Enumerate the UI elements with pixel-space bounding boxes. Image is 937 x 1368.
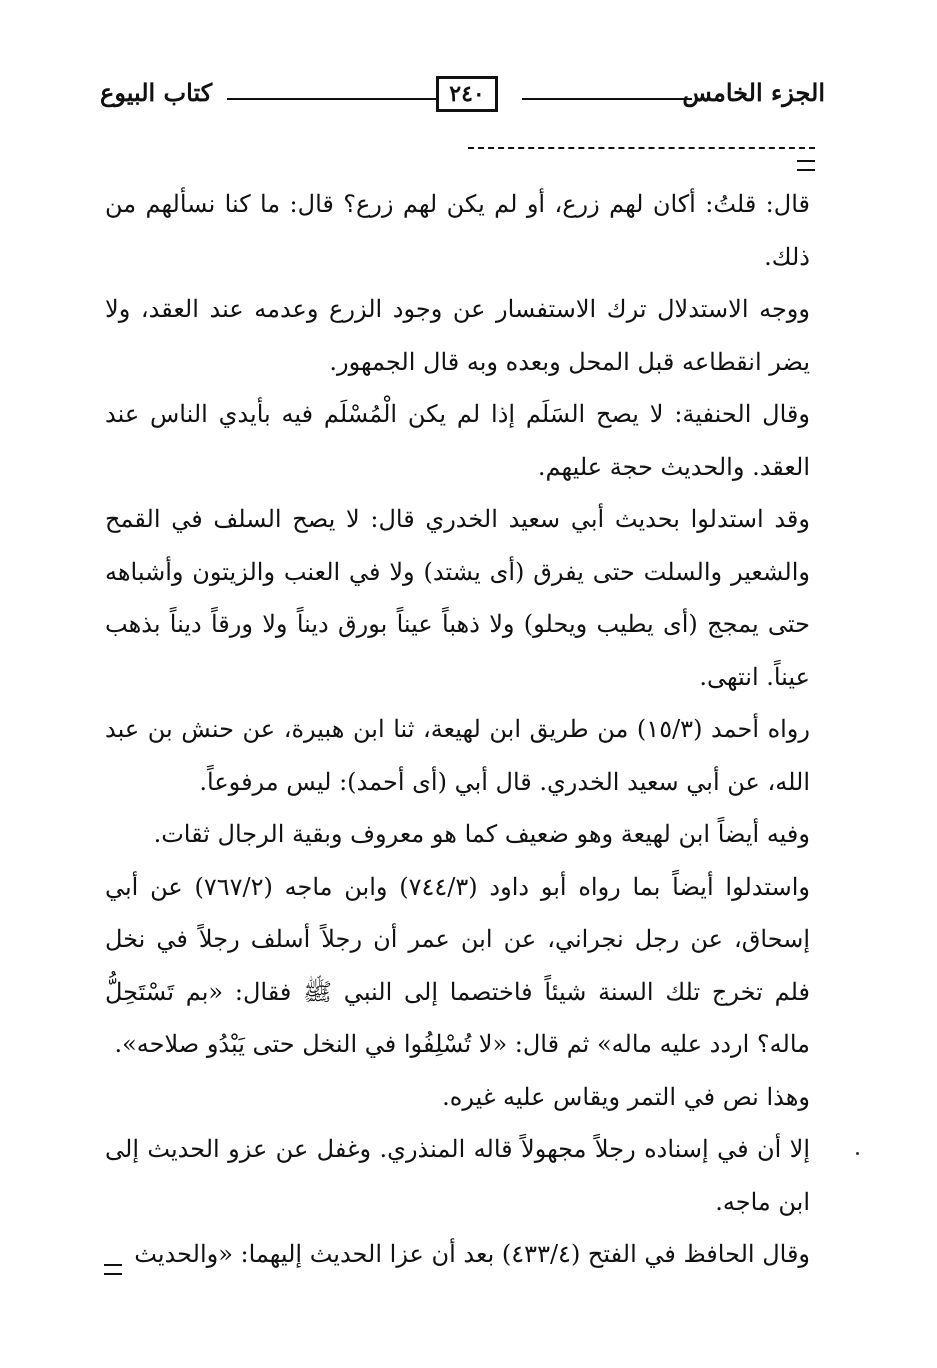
header-rule-left	[227, 98, 437, 100]
page-body	[105, 178, 810, 1281]
header-rule-right	[522, 98, 692, 100]
paragraph: وفيه أيضاً ابن لهيعة وهو ضعيف كما هو معروف وبقية الرجال ثقات.	[153, 820, 810, 848]
paragraph: رواه أحمد (١٥/٣) من طريق ابن لهيعة، ثنا ابن هبيرة، عن حنش بن عبد الله، عن أبي سعيد الخدري. قال أبي (أى أحمد): ليس مرفوعاً.	[105, 715, 810, 796]
continuation-mark-bottom	[104, 1264, 122, 1275]
page-number: ٢٤٠	[436, 76, 498, 112]
book-label: كتاب البيوع	[100, 78, 213, 107]
paragraph: ووجه الاستدلال ترك الاستفسار عن وجود الزرع وعدمه عند العقد، ولا يضر انقطاعه قبل المحل وبعده وبه قال الجمهور.	[105, 295, 810, 376]
paragraph: وقال الحافظ في الفتح (٤٣٣/٤) بعد أن عزا الحديث إليهما: «والحديث	[134, 1240, 810, 1268]
paragraph: وهذا نص في التمر ويقاس عليه غيره.	[442, 1082, 810, 1111]
continuation-mark-top	[797, 160, 815, 171]
part-label: الجزء الخامس	[682, 78, 825, 107]
paragraph: وقال الحنفية: لا يصح السَلَم إذا لم يكن الْمُسْلَم فيه بأيدي الناس عند العقد. والحديث حجة عليهم.	[105, 400, 810, 481]
running-header	[100, 72, 825, 122]
dashed-separator	[468, 147, 815, 149]
paragraph: وقد استدلوا بحديث أبي سعيد الخدري قال: لا يصح السلف في القمح والشعير والسلت حتى يفرق (أى يشتد) ولا في العنب والزيتون وأشباهه حتى يمجج (أى يطيب ويحلو) ولا ذهباً عيناً بورق ديناً ولا ورقاً ديناً بذهب عيناً. انتهى.	[105, 505, 810, 691]
paragraph: قال: قلتُ: أكان لهم زرع، أو لم يكن لهم زرع؟ قال: ما كنا نسألهم من ذلك.	[105, 190, 810, 271]
scan-speck	[856, 1152, 859, 1155]
paragraph: إلا أن في إسناده رجلاً مجهولاً قاله المنذري. وغفل عن عزو الحديث إلى ابن ماجه.	[105, 1135, 810, 1216]
paragraph: واستدلوا أيضاً بما رواه أبو داود (٧٤٤/٣) وابن ماجه (٧٦٧/٢) عن أبي إسحاق، عن رجل نجراني، عن ابن عمر أن رجلاً أسلف رجلاً في نخل فلم تخرج تلك السنة شيئاً فاختصما إلى النبي ﷺ فقال: «بم تَسْتَحِلُّ ماله؟ اردد عليه ماله» ثم قال: «لا تُسْلِفُوا في النخل حتى يَبْدُو صلاحه».	[105, 872, 810, 1058]
